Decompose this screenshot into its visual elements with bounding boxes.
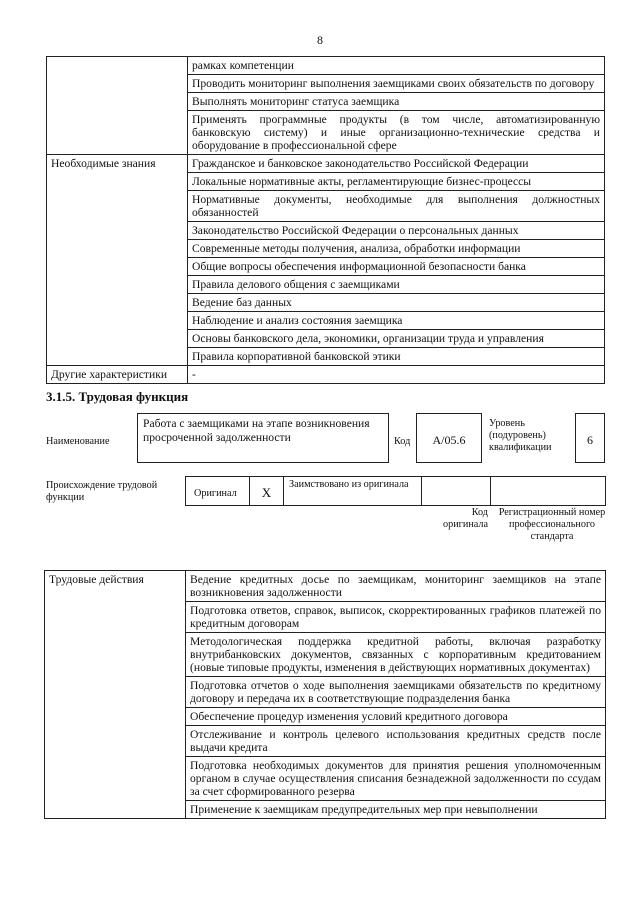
table-row: Проводить мониторинг выполнения заемщиками своих обязательств по договору — [188, 75, 605, 93]
original-label: Оригинал — [194, 488, 237, 499]
page-number: 8 — [317, 33, 323, 47]
table-row: Основы банковского дела, экономики, организации труда и управления — [188, 330, 605, 348]
knowledge-label: Необходимые знания — [47, 155, 188, 366]
function-name-box — [137, 413, 389, 463]
skills-knowledge-table — [46, 56, 605, 384]
table-row: Гражданское и банковское законодательство Российской Федерации — [188, 155, 605, 173]
table-row: Локальные нормативные акты, регламентирующие бизнес-процессы — [188, 173, 605, 191]
original-mark: Х — [261, 485, 272, 500]
original-code-caption: Код оригинала — [443, 507, 488, 530]
table-row: Ведение кредитных досье по заемщикам, мониторинг заемщиков на этапе возникновения задолженности — [186, 571, 606, 602]
section-title: 3.1.5. Трудовая функция — [46, 389, 189, 404]
original-code-box — [421, 476, 491, 506]
function-name-value: Работа с заемщиками на этапе возникновения просроченной задолженности — [143, 417, 370, 444]
table-row: Современные методы получения, анализа, обработки информации — [188, 240, 605, 258]
table-row: рамках компетенции — [188, 57, 605, 75]
table-row: Нормативные документы, необходимые для выполнения должностных обязанностей — [188, 191, 605, 222]
labor-actions-label: Трудовые действия — [45, 571, 186, 819]
qualification-level-label: Уровень (подуровень) квалификации — [489, 418, 552, 453]
name-label: Наименование — [46, 436, 110, 447]
code-value: А/05.6 — [432, 433, 466, 447]
table-row: Обеспечение процедур изменения условий кредитного договора — [186, 708, 606, 726]
borrowed-box — [283, 476, 422, 506]
table-row: Подготовка необходимых документов для принятия решения уполномоченным органом в случае осуществления списания безнадежной задолженности по ссудам за счет сформированного резерва — [186, 757, 606, 801]
original-box — [185, 476, 250, 506]
table-row: Общие вопросы обеспечения информационной безопасности банка — [188, 258, 605, 276]
level-box — [575, 413, 605, 463]
table-row: Применение к заемщикам предупредительных мер при невыполнении — [186, 801, 606, 819]
original-mark-box — [249, 476, 284, 506]
table-row: Методологическая поддержка кредитной работы, включая разработку внутрибанковских документов, связанных с корпоративным кредитованием (новые типовые продукты, изменения в действующих нормативных документах) — [186, 633, 606, 677]
table-row: Подготовка ответов, справок, выписок, скорректированных графиков платежей по кредитным договорам — [186, 602, 606, 633]
table-row: Ведение баз данных — [188, 294, 605, 312]
registration-number-caption: Регистрационный номер профессионального стандарта — [498, 507, 606, 542]
other-characteristics-value: - — [188, 366, 605, 384]
table-row: Подготовка отчетов о ходе выполнения заемщиками обязательств по кредитному договору и передача их в соответствующие подразделения банка — [186, 677, 606, 708]
origin-label: Происхождение трудовой функции — [46, 480, 158, 503]
table-row: Законодательство Российской Федерации о персональных данных — [188, 222, 605, 240]
table-row: Правила корпоративной банковской этики — [188, 348, 605, 366]
continuation-label-cell — [47, 57, 188, 155]
table-row: Применять программные продукты (в том числе, автоматизированную банковскую систему) и иные организационно-технические средства и оборудование в профессиональной сфере — [188, 111, 605, 155]
code-box — [416, 413, 482, 463]
borrowed-label: Заимствовано из оригинала — [289, 479, 409, 490]
table-row: Наблюдение и анализ состояния заемщика — [188, 312, 605, 330]
table-row: Выполнять мониторинг статуса заемщика — [188, 93, 605, 111]
registration-number-box — [490, 476, 606, 506]
code-label: Код — [394, 436, 411, 447]
table-row: Отслеживание и контроль целевого использования кредитных средств после выдачи кредита — [186, 726, 606, 757]
table-row: Правила делового общения с заемщиками — [188, 276, 605, 294]
other-characteristics-label: Другие характеристики — [47, 366, 188, 384]
level-value: 6 — [587, 433, 593, 447]
labor-actions-table — [44, 570, 606, 819]
